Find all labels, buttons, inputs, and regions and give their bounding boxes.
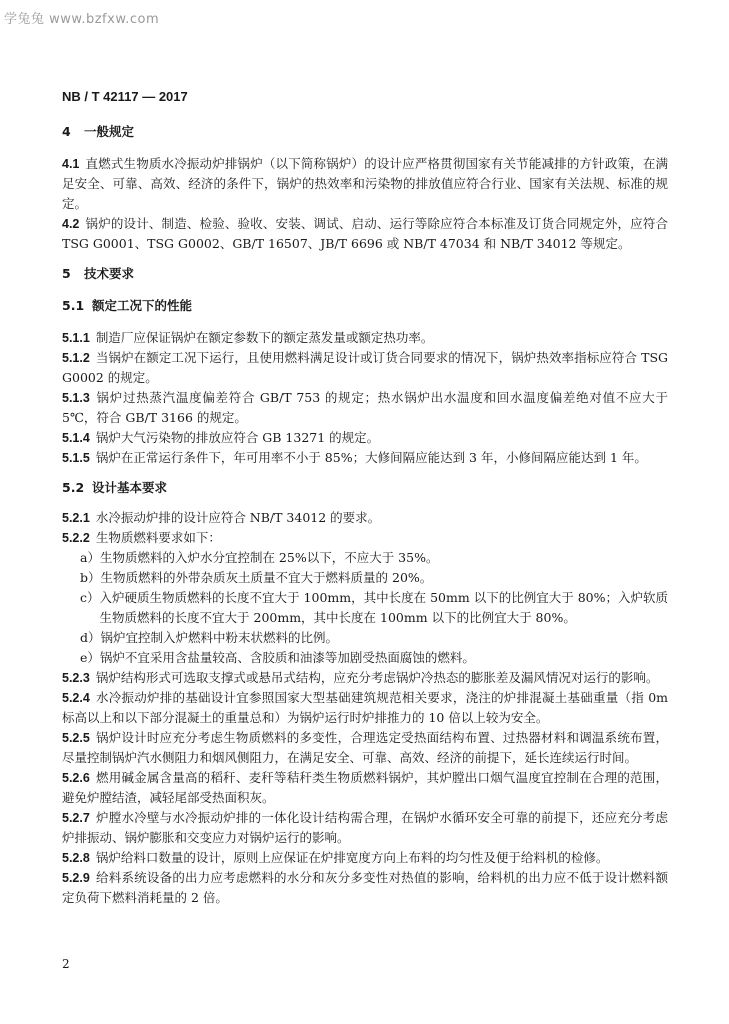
clause-5-2-6: 5.2.6 燃用碱金属含量高的稻秆、麦秆等秸秆类生物质燃料锅炉，其炉膛出口烟气温度宜控制在合理的范围，避免炉膛结渣，减轻尾部受热面积灰。 xyxy=(62,770,668,805)
clause-5-2-7: 5.2.7 炉膛水冷壁与水冷振动炉排的一体化设计结构需合理，在锅炉水循环安全可靠的前提下，还应充分考虑炉排振动、锅炉膨胀和交变应力对锅炉运行的影响。 xyxy=(62,810,668,845)
list-item: d） 锅炉宜控制入炉燃料中粉末状燃料的比例。 xyxy=(80,630,339,645)
clause-5-2-8: 5.2.8 锅炉给料口数量的设计，原则上应保证在炉排宽度方向上布料的均匀性及便于给料机的检修。 xyxy=(62,850,609,865)
clause-5-1-3: 5.1.3 锅炉过热蒸汽温度偏差符合 GB/T 753 的规定；热水锅炉出水温度和回水温度偏差绝对值不应大于 5℃，符合 GB/T 3166 的规定。 xyxy=(62,390,668,425)
subsection-heading: 5.1 额定工况下的性能 xyxy=(62,298,193,313)
clause-5-1-5: 5.1.5 锅炉在正常运行条件下，年可用率不小于 85%；大修间隔应能达到 3 年，小修间隔应能达到 1 年。 xyxy=(62,450,647,465)
clause-5-1-1: 5.1.1 制造厂应保证锅炉在额定参数下的额定蒸发量或额定热功率。 xyxy=(62,330,434,345)
page-number: 2 xyxy=(62,957,70,971)
list-item: b） 生物质燃料的外带杂质灰土质量不宜大于燃料质量的 20%。 xyxy=(80,570,433,585)
standard-number: NB / T 42117 — 2017 xyxy=(62,89,188,104)
section-heading: 4 一般规定 xyxy=(62,124,135,139)
clause-5-2-5: 5.2.5 锅炉设计时应充分考虑生物质燃料的多变性，合理选定受热面结构布置、过热器材料和调温系统布置，尽量控制锅炉汽水侧阻力和烟风侧阻力，在满足安全、可靠、高效、经济的前提下，延长连续运行时间。 xyxy=(62,730,668,765)
clause-4-1: 4.1 直燃式生物质水冷振动炉排锅炉（以下简称锅炉）的设计应严格贯彻国家有关节能减排的方针政策，在满足安全、可靠、高效、经济的条件下，锅炉的热效率和污染物的排放值应符合行业、国家有关法规、标准的规定。 xyxy=(62,156,668,211)
clause-4-2: 4.2 锅炉的设计、制造、检验、验收、安装、调试、启动、运行等除应符合本标准及订货合同规定外，应符合 TSG G0001、TSG G0002、GB/T 16507、JB/T 6696 或 NB/T 47034 和 NB/T 34012 等规定。 xyxy=(62,216,668,251)
subsection-heading: 5.2 设计基本要求 xyxy=(62,480,168,495)
clause-5-2-4: 5.2.4 水冷振动炉排的基础设计宜参照国家大型基础建筑规范相关要求，浇注的炉排混凝土基础重量（指 0m 标高以上和以下部分混凝土的重量总和）为锅炉运行时炉排推力的 10 倍以上较为安全。 xyxy=(62,690,668,725)
watermark: 学兔兔 www.bzfxw.com xyxy=(4,12,160,27)
section-heading: 5 技术要求 xyxy=(62,266,135,281)
list-item: c） 入炉硬质生物质燃料的长度不宜大于 100mm，其中长度在 50mm 以下的比例宜大于 80%；入炉软质生物质燃料的长度不宜大于 200mm，其中长度在 100mm 以下的比例宜大于 80%。 xyxy=(80,590,668,625)
clause-5-2-1: 5.2.1 水冷振动炉排的设计应符合 NB/T 34012 的要求。 xyxy=(62,510,381,525)
document-body xyxy=(62,122,668,908)
clause-5-1-4: 5.1.4 锅炉大气污染物的排放应符合 GB 13271 的规定。 xyxy=(62,430,380,445)
list-item: a） 生物质燃料的入炉水分宜控制在 25%以下，不应大于 35%。 xyxy=(80,550,439,565)
clause-5-2-3: 5.2.3 锅炉结构形式可选取支撑式或悬吊式结构，应充分考虑锅炉冷热态的膨胀差及漏风情况对运行的影响。 xyxy=(62,670,659,685)
clause-5-2-9: 5.2.9 给料系统设备的出力应考虑燃料的水分和灰分多变性对热值的影响，给料机的出力应不低于设计燃料额定负荷下燃料消耗量的 2 倍。 xyxy=(62,870,668,905)
fuel-requirements-list xyxy=(62,548,668,668)
clause-5-2-2: 5.2.2 生物质燃料要求如下： xyxy=(62,530,221,545)
list-item: e） 锅炉不宜采用含盐量较高、含胶质和油漆等加剧受热面腐蚀的燃料。 xyxy=(80,650,475,665)
clause-5-1-2: 5.1.2 当锅炉在额定工况下运行，且使用燃料满足设计或订货合同要求的情况下，锅炉热效率指标应符合 TSG G0002 的规定。 xyxy=(62,350,668,385)
